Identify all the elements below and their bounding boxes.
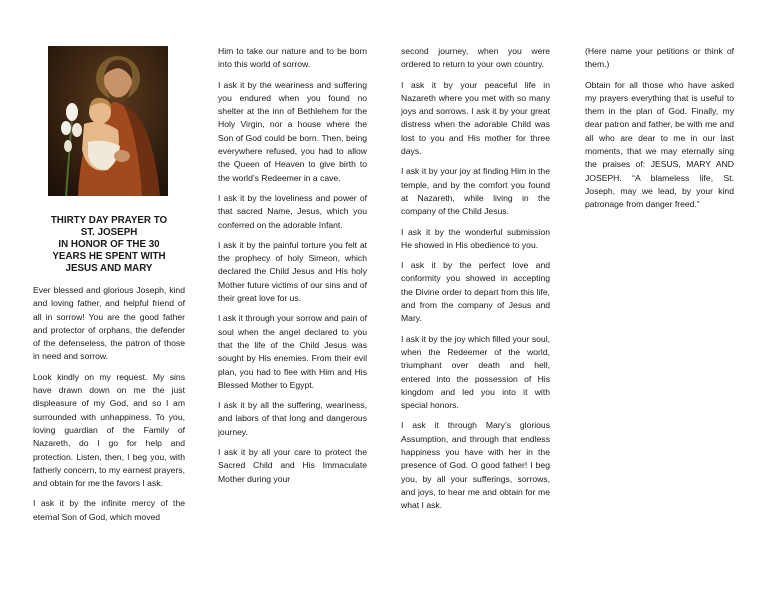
paragraph: Look kindly on my request. My sins have drawn down on me the just displeasure of my God, and so I am surrounded with unhappiness. To you, loving guardian of the Family of Nazareth, do I go for help and protection. Listen, then, I beg you, with fatherly concern, to my earnest prayers, and obtain for me the favors I ask. xyxy=(33,371,185,489)
paragraph: (Here name your petitions or think of them.) xyxy=(585,46,734,70)
paragraph: I ask it by your peaceful life in Nazareth where you met with so many joys and sorrows. I ask it by your great distress when the adorable Child was lost to you and His mother for three days. xyxy=(401,79,550,157)
paragraph: I ask it through your sorrow and pain of soul when the angel declared to you that the life of the Child Jesus was sought by His enemies. From their evil plan, you had to flee with Him and His Blessed Mother to Egypt. xyxy=(218,313,367,390)
paragraph: I ask it by the loveliness and power of that sacred Name, Jesus, which you conferred on the adorable Infant. xyxy=(218,192,367,230)
paragraph: I ask it by the weariness and suffering you endured when you found no shelter at the inn of Bethlehem for the Holy Virgin, nor a house where the Son of God could be born. Then, being everywhere refused, you had to allow the Queen of Heaven to give birth to the world’s Redeemer in a cave. xyxy=(218,79,367,183)
paragraph: I ask it by the wonderful submission He showed in His obedience to you. xyxy=(401,226,550,250)
title-line: JESUS AND MARY xyxy=(65,263,153,274)
column-3 xyxy=(401,45,550,520)
prayer-title xyxy=(33,215,185,275)
title-line: THIRTY DAY PRAYER TO xyxy=(50,215,168,226)
paragraph: Him to take our nature and to be born into this world of sorrow. xyxy=(218,46,367,70)
paragraph: I ask it by the painful torture you felt at the prophecy of holy Simeon, which declared the Child Jesus and His holy Mother future victims of our sins and of their great love for us. xyxy=(218,239,367,304)
st-joseph-holding-child-jesus-image xyxy=(48,46,168,196)
paragraph: Ever blessed and glorious Joseph, kind and loving father, and helpful friend of all in sorrow! You are the good father and protector of orphans, the defender of the defenseless, the patron of those in need and sorrow. xyxy=(33,285,185,362)
paragraph: I ask it by your joy at finding Him in the temple, and by the comfort you found at Nazareth, while living in the company of the Child Jesus. xyxy=(401,166,550,217)
column-1 xyxy=(33,284,185,531)
column-2 xyxy=(218,45,367,493)
title-line: IN HONOR OF THE 30 xyxy=(58,239,160,250)
paragraph: I ask it by all your care to protect the Sacred Child and His Immaculate Mother during your xyxy=(218,447,367,484)
paragraph: I ask it by all the suffering, weariness, and labors of that long and dangerous journey. xyxy=(218,400,367,437)
paragraph: I ask it by the infinite mercy of the eternal Son of God, which moved xyxy=(33,498,185,522)
paragraph: Obtain for all those who have asked my prayers everything that is useful to them in the plan of God. Finally, my dear patron and father, be with me and all who are dear to me in our last moments, that we may eternally sing the praises of: JESUS, MARY AND JOSEPH. “A blameless life, St. Joseph, may we lead, by your kind patronage from danger freed.” xyxy=(585,79,734,210)
paragraph: second journey, when you were ordered to return to your own country. xyxy=(401,46,550,70)
title-line: ST. JOSEPH xyxy=(80,227,138,238)
paragraph: I ask it by the perfect love and conformity you showed in accepting the Divine order to depart from this life, and from the company of Jesus and Mary. xyxy=(401,260,550,324)
paragraph: I ask it by the joy which filled your soul, when the Redeemer of the world, triumphant over death and hell, entered into the possession of His kingdom and led you into it with special honors. xyxy=(401,333,550,411)
title-line: YEARS HE SPENT WITH xyxy=(52,251,166,262)
st-joseph-holding-child-jesus-icon xyxy=(48,46,168,196)
column-4 xyxy=(585,45,734,219)
paragraph: I ask it through Mary’s glorious Assumption, and through that endless happiness you have with her in the presence of God. O good father! I beg you, by all your sufferings, sorrows, and joys, to hear me and obtain for me what I ask. xyxy=(401,420,550,511)
